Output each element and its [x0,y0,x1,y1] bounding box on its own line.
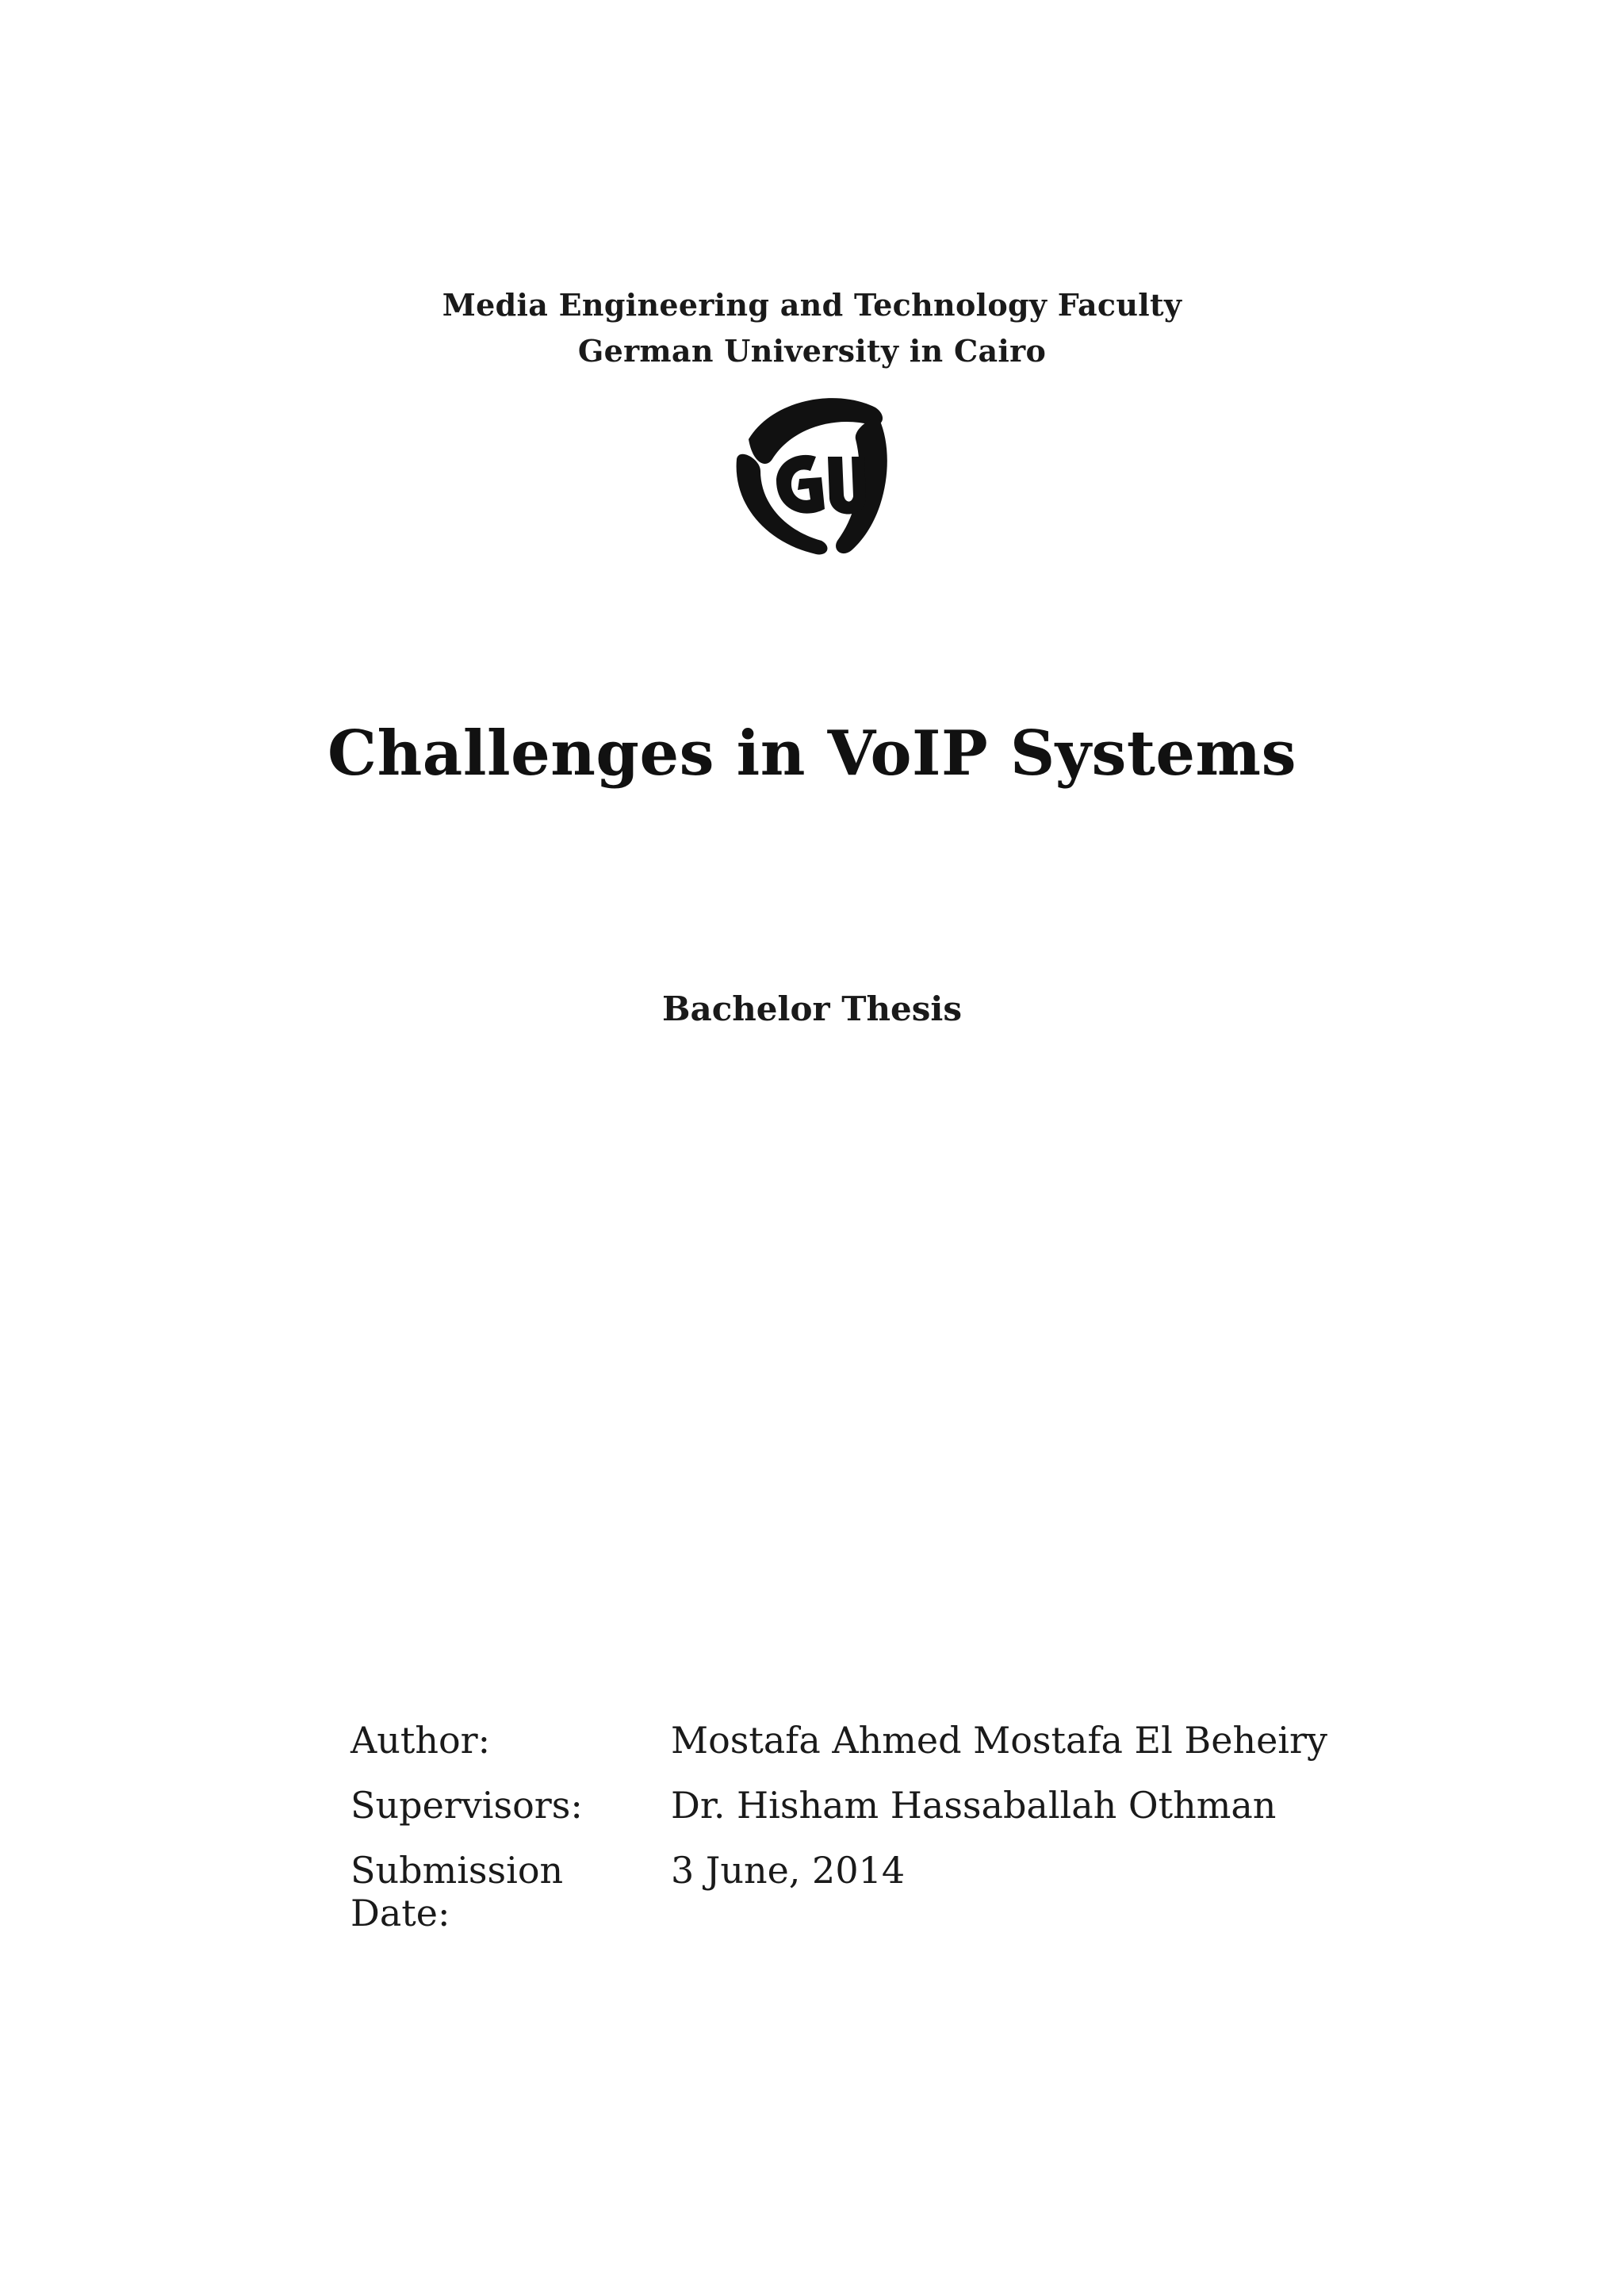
supervisors-label: Supervisors: [350,1784,583,1827]
thesis-title: Challenges in VoIP Systems [327,718,1297,790]
thesis-info [350,1719,1327,1934]
guc-logo-icon [717,384,894,561]
submission-date-row [350,1849,1327,1934]
author-label: Author: [350,1719,491,1762]
supervisors-row [350,1784,1327,1849]
supervisors-value: Dr. Hisham Hassaballah Othman [671,1784,1277,1827]
document-type: Bachelor Thesis [661,989,963,1028]
submission-date-label: Submission Date: [350,1849,564,1934]
author-row [350,1719,1327,1784]
author-value: Mostafa Ahmed Mostafa El Beheiry [671,1719,1327,1762]
faculty-name: Media Engineering and Technology Faculty [442,287,1182,323]
university-name: German University in Cairo [577,333,1047,369]
submission-date-value: 3 June, 2014 [671,1849,906,1892]
